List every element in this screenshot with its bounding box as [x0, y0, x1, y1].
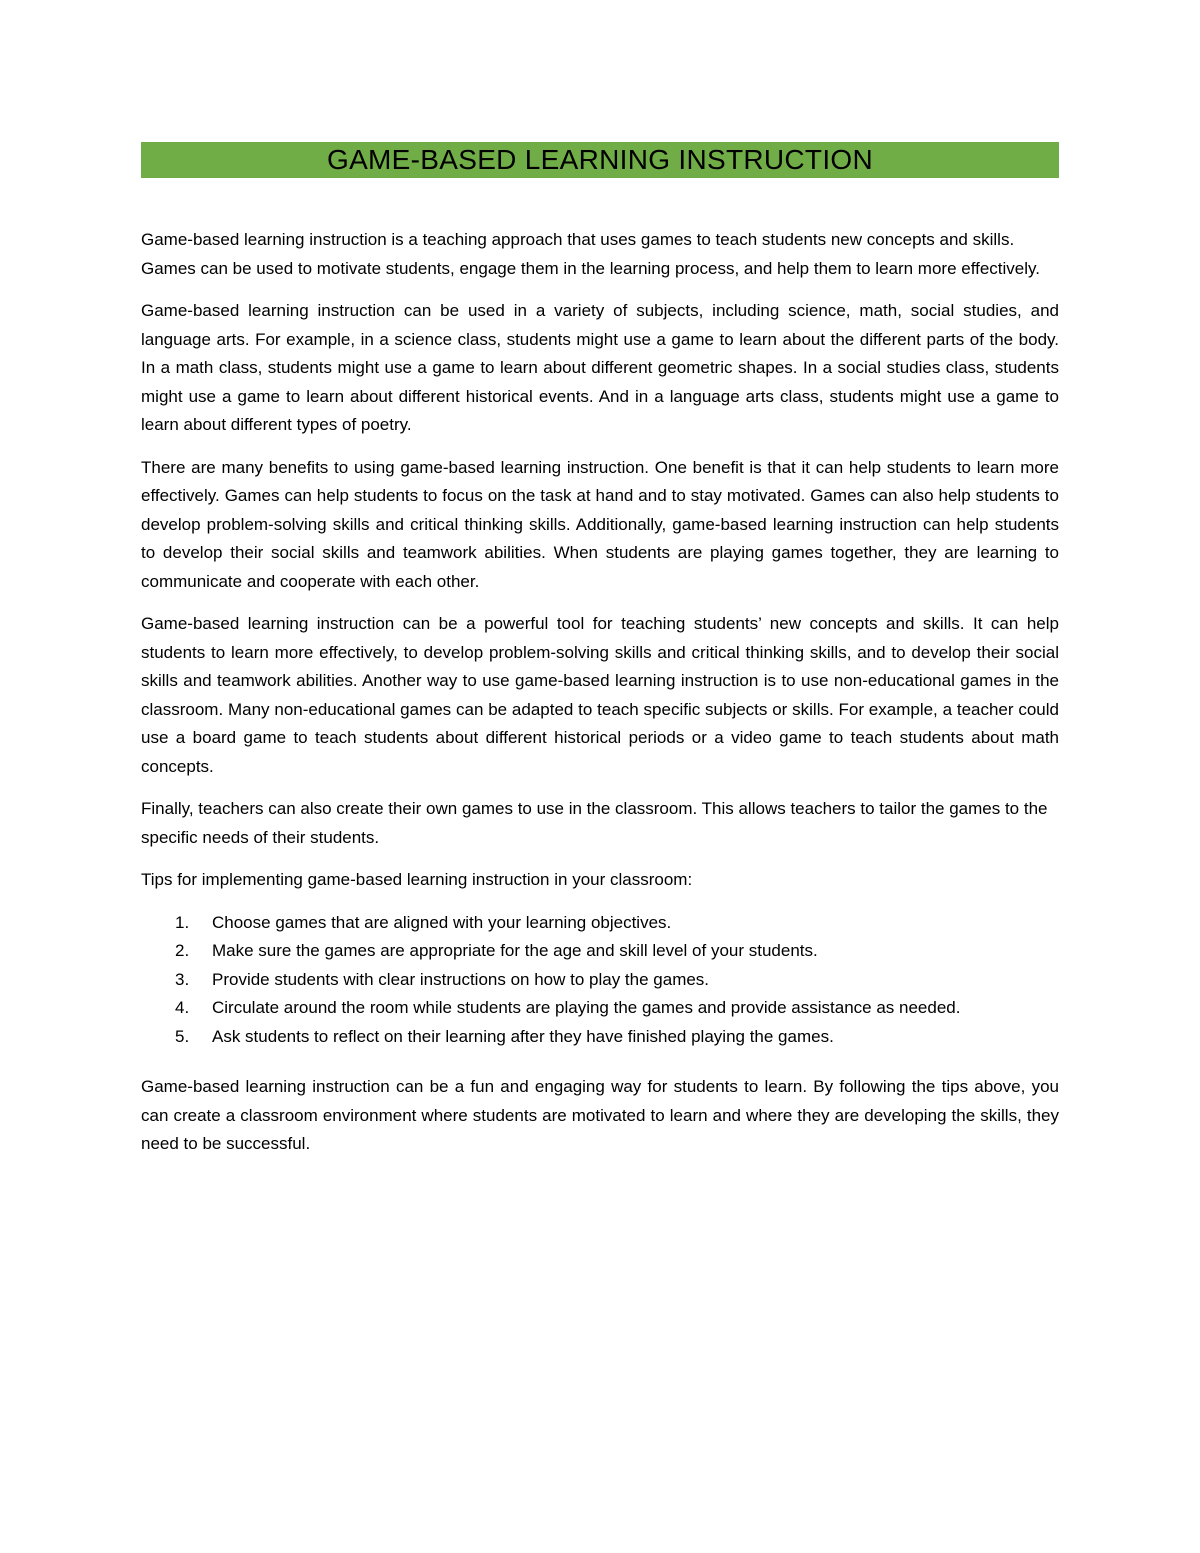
document-body	[141, 226, 1059, 1159]
list-item	[141, 966, 1059, 995]
list-number: 5.	[175, 1026, 190, 1046]
paragraph-benefits: There are many benefits to using game-based learning instruction. One benefit is that it can help students to learn more effectively. Games can help students to focus on the task at hand and to stay motivated. Games can also help students to develop problem-solving skills and critical thinking skills. Additionally, game-based learning instruction can help students to develop their social skills and teamwork abilities. When students are playing games together, they are learning to communicate and cooperate with each other.	[141, 457, 1059, 591]
paragraph-powerful-tool: Game-based learning instruction can be a powerful tool for teaching students’ new concepts and skills. It can help students to learn more effectively, to develop problem-solving skills and critical thinking skills, and to develop their social skills and teamwork abilities. Another way to use game-based learning instruction is to use non-educational games in the classroom. Many non-educational games can be adapted to teach specific subjects or skills. For example, a teacher could use a board game to teach students about different historical periods or a video game to teach students about math concepts.	[141, 614, 1059, 776]
paragraph-conclusion: Game-based learning instruction can be a fun and engaging way for students to learn. By following the tips above, you can create a classroom environment where students are motivated to learn and where they are developing the skills, they need to be successful.	[141, 1077, 1059, 1153]
paragraph-intro: Game-based learning instruction is a teaching approach that uses games to teach students new concepts and skills. Games can be used to motivate students, engage them in the learning process, and help them to learn more effectively.	[141, 230, 1040, 278]
paragraph-subjects: Game-based learning instruction can be used in a variety of subjects, including science, math, social studies, and language arts. For example, in a science class, students might use a game to learn about the different parts of the body. In a math class, students might use a game to learn about different geometric shapes. In a social studies class, students might use a game to learn about different historical events. And in a language arts class, students might use a game to learn about different types of poetry.	[141, 301, 1059, 434]
document-title: GAME-BASED LEARNING INSTRUCTION	[326, 144, 874, 175]
list-item-text: Make sure the games are appropriate for the age and skill level of your students.	[212, 941, 818, 960]
list-item-text: Ask students to reflect on their learning after they have finished playing the games.	[212, 1026, 834, 1046]
title-banner	[141, 142, 1059, 178]
list-item	[141, 994, 1059, 1023]
list-item	[141, 937, 1059, 966]
list-item-text: Provide students with clear instructions on how to play the games.	[212, 969, 710, 989]
list-item	[141, 909, 1059, 938]
list-number: 3.	[175, 969, 190, 989]
list-number: 1.	[175, 912, 190, 932]
list-item	[141, 1023, 1059, 1052]
paragraph-create-games: Finally, teachers can also create their own games to use in the classroom. This allows teachers to tailor the games to the specific needs of their students.	[141, 799, 1048, 847]
list-item-text: Circulate around the room while students are playing the games and provide assistance as needed.	[212, 998, 961, 1017]
list-number: 4.	[175, 998, 190, 1017]
tips-list	[141, 909, 1059, 1052]
list-number: 2.	[175, 941, 190, 960]
list-item-text: Choose games that are aligned with your learning objectives.	[212, 912, 672, 932]
document-page	[141, 142, 1059, 1173]
tips-intro: Tips for implementing game-based learning instruction in your classroom:	[141, 870, 693, 889]
